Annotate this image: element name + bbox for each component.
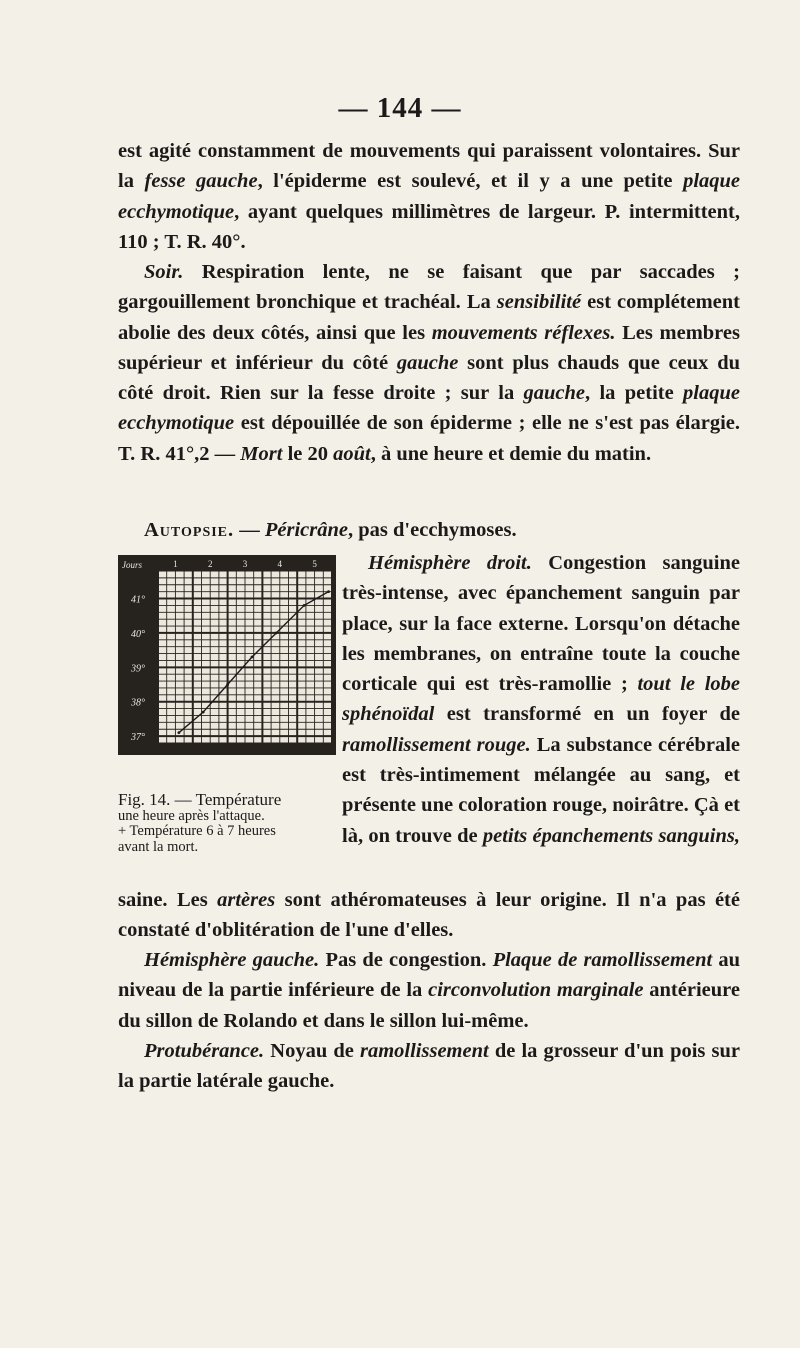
side-paragraph: Hémisphère droit. Congestion sanguine très-intense, avec épanchement sanguin par place, sur la face externe. Lorsqu'on détache les membranes, on entraîne toute la couche corticale qui est très-ramollie ; tout le lobe sphénoïdal est transformé en un foyer de ramollissement rouge. La substance cérébrale est très-intimement mélangée au sang, et présente une coloration rouge, noirâtre. Çà et là, on trouve de petits épanchements sanguins, (342, 552, 740, 847)
chart-column-label: 2 (207, 559, 213, 569)
chart-column-label: 1 (173, 559, 178, 569)
paragraph-3: Autopsie. — Péricrâne, pas d'ecchymoses. (144, 519, 517, 541)
temperature-point (251, 656, 254, 659)
paragraph-1: est agité constamment de mouvements qui paraissent volontaires. Sur la fesse gauche, l'épiderme est soulevé, et il y a une petite plaque ecchymotique, ayant quelques millimètres de largeur. P. intermittent, 110 ; T. R. 40°. (118, 140, 741, 253)
temperature-point (177, 731, 180, 734)
chart-column-label: 4 (277, 559, 283, 569)
figure-caption: Fig. 14. — Température une heure après l'attaque. + Température 6 à 7 heures avant la mort. (118, 790, 282, 855)
paragraph-4: saine. Les artères sont athéromateuses à leur origine. Il n'a pas été constaté d'oblitération de l'une d'elles. (118, 889, 740, 942)
temperature-point (226, 683, 229, 686)
chart-column-label: 5 (312, 559, 317, 569)
chart-y-label: 38° (131, 697, 145, 709)
paragraph-6: Protubérance. Noyau de ramollissement de la grosseur d'un pois sur la partie latérale gauche. (118, 1040, 740, 1093)
temperature-point (327, 590, 330, 593)
temperature-point (303, 604, 306, 607)
chart-y-label: 37° (131, 732, 145, 744)
temperature-point (202, 711, 205, 714)
paragraph-2: Soir. Respiration lente, ne se faisant que par saccades ; gargouillement bronchique et trachéal. La sensibilité est complétement abolie des deux côtés, ainsi que les mouvements réflexes. Les membres supérieur et inférieur du côté gauche sont plus chauds que ceux du côté droit. Rien sur la fesse droite ; sur la gauche, la petite plaque ecchymotique est dépouillée de son épiderme ; elle ne s'est pas élargie. T. R. 41°,2 — Mort le 20 août, à une heure et demie du matin. (118, 261, 740, 465)
temperature-chart (118, 555, 336, 755)
chart-column-label: 3 (242, 559, 248, 569)
temperature-chart-svg (118, 555, 336, 755)
temperature-point (275, 632, 278, 635)
chart-y-label: 40° (131, 628, 145, 640)
page-number: — 144 — (338, 92, 462, 124)
chart-header-label: Jours (122, 560, 142, 570)
paragraph-5: Hémisphère gauche. Pas de congestion. Plaque de ramollissement au niveau de la partie inférieure de la circonvolution marginale antérieure du sillon de Rolando et dans le sillon lui-même. (118, 949, 740, 1032)
chart-y-label: 39° (131, 663, 145, 675)
chart-y-label: 41° (131, 594, 145, 606)
